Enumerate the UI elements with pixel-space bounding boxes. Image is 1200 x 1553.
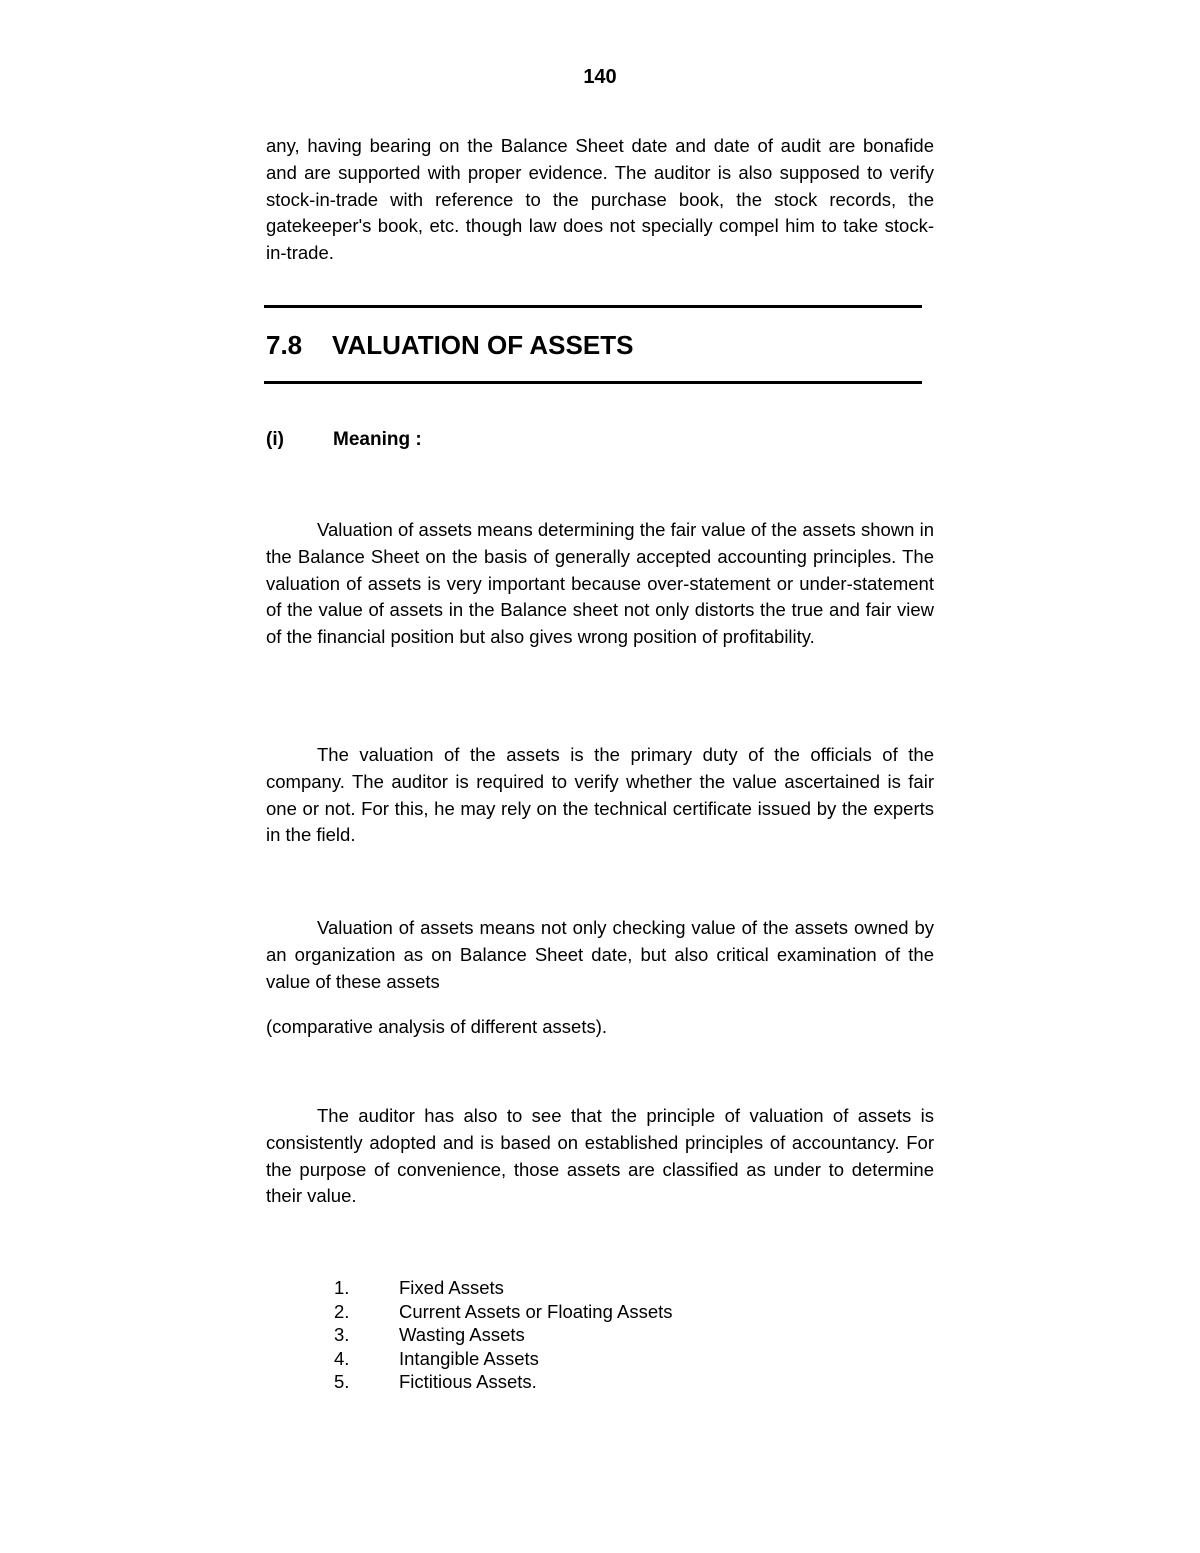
- list-item-label: Current Assets or Floating Assets: [399, 1300, 673, 1322]
- meaning-paragraph-1: Valuation of assets means determining the fair value of the assets shown in the Balance Sheet on the basis of generally accepted accounting principles. The valuation of assets is very important because over-statement or under-statement of the value of assets in the Balance sheet not only distorts the true and fair view of the financial position but also gives wrong position of profitability.: [266, 519, 934, 648]
- list-item-number: 1.: [334, 1277, 350, 1298]
- list-item: [334, 1370, 673, 1394]
- heading-bottom-rule: [264, 381, 922, 384]
- list-item: [334, 1300, 673, 1324]
- meaning-paragraph-3-continued: (comparative analysis of different assets).: [266, 1016, 608, 1037]
- list-item-number: 2.: [334, 1300, 350, 1322]
- list-item-label: Intangible Assets: [399, 1347, 539, 1369]
- page-number: 140: [583, 66, 617, 88]
- intro-paragraph: any, having bearing on the Balance Sheet date and date of audit are bonafide and are supported with proper evidence. The auditor is also supposed to verify stock-in-trade with reference to the purchase book, the stock records, the gatekeeper's book, etc. though law does not specially compel him to take stock-in-trade.: [266, 135, 934, 264]
- list-item-number: 5.: [334, 1371, 350, 1393]
- meaning-paragraph-2: The valuation of the assets is the primary duty of the officials of the company. The auditor is required to verify whether the value ascertained is fair one or not. For this, he may rely on the technical certificate issued by the experts in the field.: [266, 744, 934, 846]
- list-item-number: 4.: [334, 1347, 350, 1369]
- subsection-title: Meaning :: [333, 429, 422, 450]
- section-title: VALUATION OF ASSETS: [332, 330, 634, 360]
- list-item: [334, 1323, 673, 1347]
- list-item-label: Wasting Assets: [399, 1324, 525, 1346]
- list-item: [334, 1347, 673, 1371]
- subsection-heading: [266, 429, 422, 451]
- list-item: [334, 1276, 673, 1300]
- heading-top-rule: [264, 305, 922, 308]
- meaning-paragraph-3: Valuation of assets means not only checking value of the assets owned by an organization as on Balance Sheet date, but also critical examination of the value of these assets: [266, 917, 934, 992]
- list-item-number: 3.: [334, 1324, 350, 1346]
- subsection-number: (i): [266, 429, 284, 450]
- asset-classification-list: [334, 1276, 673, 1394]
- section-heading: [266, 330, 633, 361]
- section-number: 7.8: [266, 330, 303, 360]
- list-item-label: Fixed Assets: [399, 1277, 504, 1298]
- list-item-label: Fictitious Assets.: [399, 1371, 537, 1393]
- meaning-paragraph-4: The auditor has also to see that the principle of valuation of assets is consistently adopted and is based on established principles of accountancy. For the purpose of convenience, those assets are classified as under to determine their value.: [266, 1105, 934, 1207]
